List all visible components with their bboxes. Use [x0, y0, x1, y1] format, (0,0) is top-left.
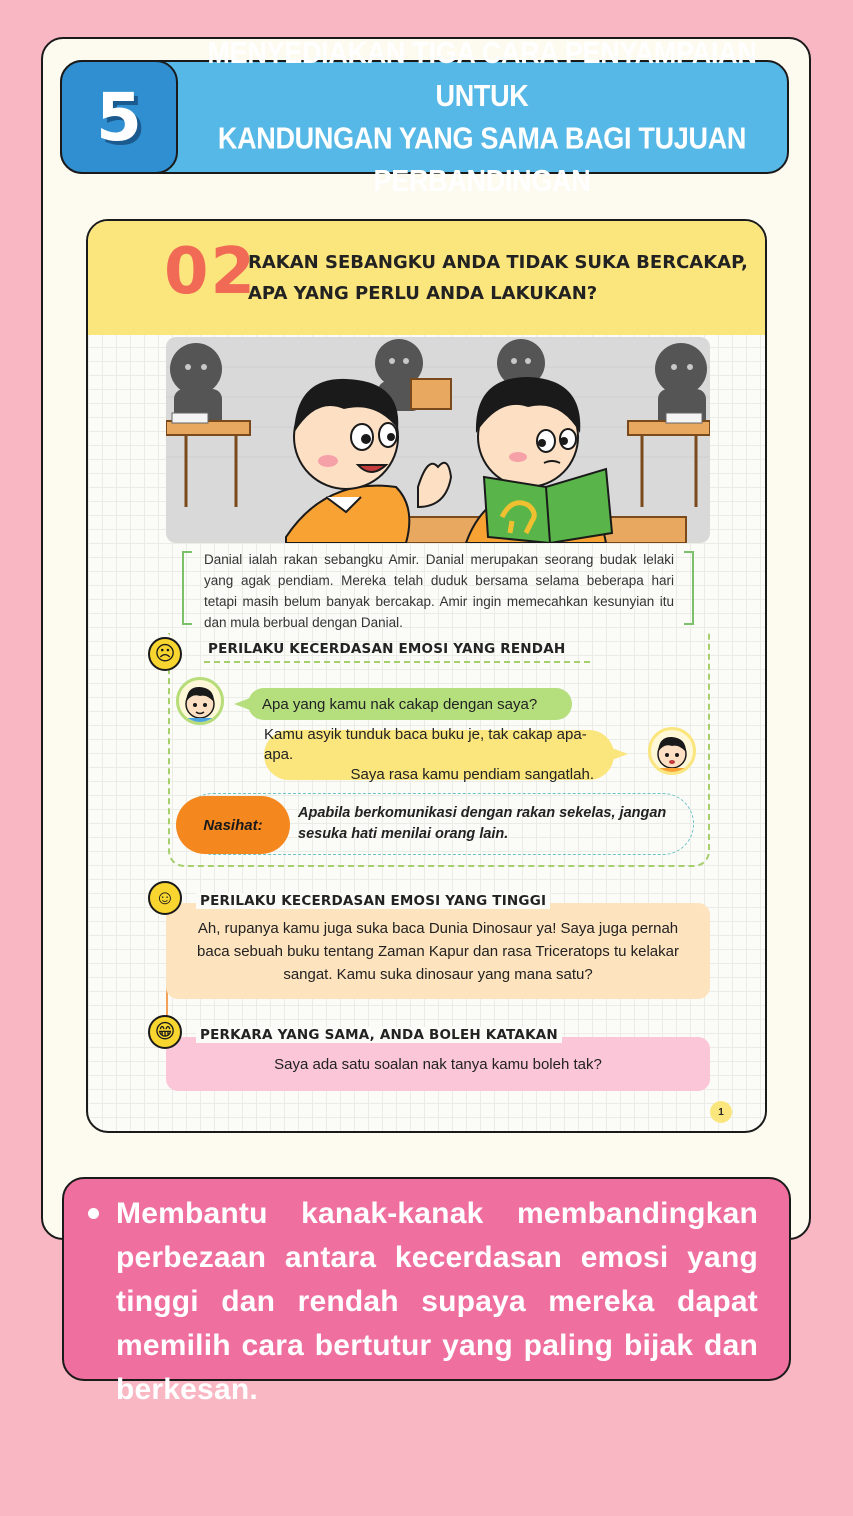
same-thing-box: Saya ada satu soalan nak tanya kamu boleh tak?: [166, 1037, 710, 1091]
page-question-number: 02: [164, 235, 258, 309]
high-eq-line3: sangat. Kamu suka dinosaur yang mana satu?: [283, 965, 593, 983]
page-question: [248, 247, 748, 309]
bullet-icon: [88, 1208, 99, 1219]
classroom-illustration: [166, 337, 710, 543]
high-eq-box: [166, 903, 710, 999]
high-eq-label: PERILAKU KECERDASAN EMOSI YANG TINGGI: [196, 893, 550, 909]
high-eq-line2: baca sebuah buku tentang Zaman Kapur dan rasa Triceratops tu kelakar: [197, 942, 679, 960]
low-eq-bubble-reply: [264, 726, 614, 783]
advice-text: [298, 803, 688, 845]
same-thing-label: PERKARA YANG SAMA, ANDA BOLEH KATAKAN: [196, 1027, 562, 1043]
story-bracket-left: [182, 551, 192, 625]
low-eq-label-underline: [204, 661, 590, 663]
low-eq-label: PERILAKU KECERDASAN EMOSI YANG RENDAH: [208, 641, 566, 657]
advice-line2: sesuka hati menilai orang lain.: [298, 826, 509, 842]
book-page: [86, 219, 767, 1133]
story-paragraph: Danial ialah rakan sebangku Amir. Danial merupakan seorang budak lelaki yang agak pendiam. Mereka telah duduk bersama selama beberapa hari tetapi masih belum banyak bercakap. Amir ingin memecahkan kesunyian itu dan mula berbual dengan Danial.: [204, 552, 674, 630]
advice-line1: Apabila berkomunikasi dengan rakan sekelas, jangan: [298, 805, 667, 821]
amir-avatar-right: [648, 727, 696, 775]
page-question-line2: APA YANG PERLU ANDA LAKUKAN?: [248, 283, 598, 304]
page-number-badge: 1: [710, 1101, 732, 1123]
header-title-line1: MENYEDIAKAN TIGA CARA PENYAMPAIAN UNTUK: [207, 36, 757, 113]
step-number: 5: [96, 78, 142, 156]
advice-label: Nasihat:: [176, 796, 290, 854]
grin-face-icon: 😁: [148, 1015, 182, 1049]
summary-text: Membantu kanak-kanak membandingkan perbezaan antara kecerdasan emosi yang tinggi dan rendah supaya mereka dapat memilih cara bertutur yang paling bijak dan berkesan.: [116, 1197, 758, 1406]
step-number-badge: [60, 60, 178, 174]
header-title: [178, 36, 786, 198]
page-question-line1: RAKAN SEBANGKU ANDA TIDAK SUKA BERCAKAP,: [248, 252, 748, 273]
low-eq-reply-line1: Kamu asyik tunduk baca buku je, tak cakap apa-apa.: [264, 726, 587, 763]
low-eq-bubble-amir: Apa yang kamu nak cakap dengan saya?: [248, 688, 572, 720]
low-eq-reply-line2: Saya rasa kamu pendiam sangatlah.: [350, 766, 594, 783]
sad-face-icon: ☹: [148, 637, 182, 671]
amir-avatar: [176, 677, 224, 725]
smile-face-icon: ☺: [148, 881, 182, 915]
story-bracket-right: [684, 551, 694, 625]
high-eq-line1: Ah, rupanya kamu juga suka baca Dunia Dinosaur ya! Saya juga pernah: [197, 919, 679, 937]
header-title-line2: KANDUNGAN YANG SAMA BAGI TUJUAN PERBANDINGAN: [217, 121, 747, 198]
